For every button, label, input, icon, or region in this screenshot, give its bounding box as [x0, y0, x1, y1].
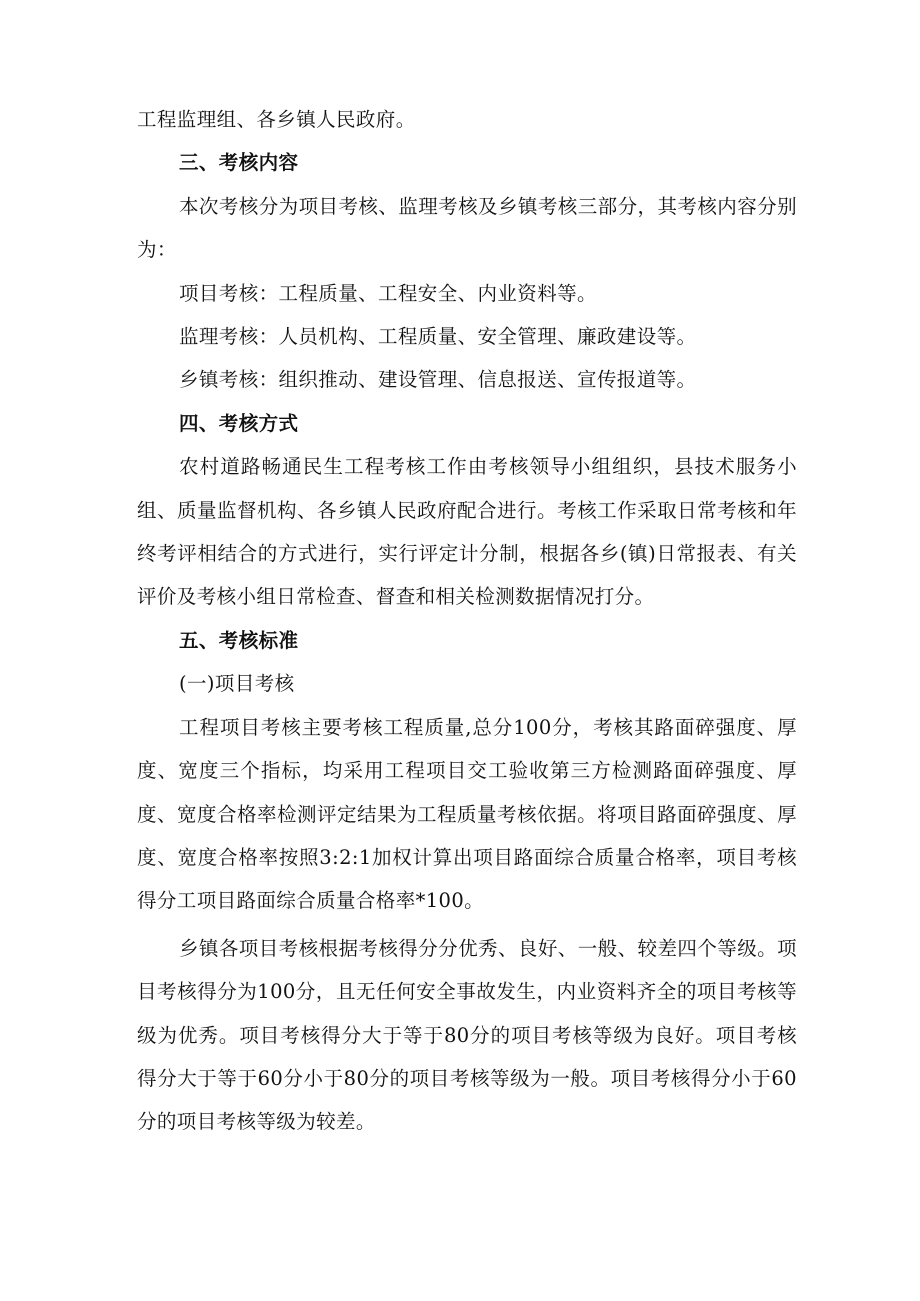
intro-fragment: 工程监理组、各乡镇人民政府。 [137, 108, 416, 131]
section-4-heading: 四、考核方式 [179, 411, 299, 435]
section-3-item-supervision: 监理考核：人员机构、工程质量、安全管理、廉政建设等。 [179, 325, 697, 349]
document-page [137, 98, 797, 1144]
section-5-paragraph-1: 工程项目考核主要考核工程质量,总分100分，考核其路面碎强度、厚度、宽度三个指标，均采用工程项目交工验收第三方检测路面碎强度、厚度、宽度合格率检测评定结果为工程质量考核依据。将项目路面碎强度、厚度、宽度合格率按照3:2:1加权计算出项目路面综合质量合格率，项目考核得分工项目路面综合质量合格率*100。 [137, 715, 797, 913]
section-5-subheading: (一)项目考核 [179, 672, 295, 696]
section-3-item-project: 项目考核：工程质量、工程安全、内业资料等。 [179, 281, 597, 305]
section-4-body: 农村道路畅通民生工程考核工作由考核领导小组组织，县技术服务小组、质量监督机构、各乡镇人民政府配合进行。考核工作采取日常考核和年终考评相结合的方式进行，实行评定计分制，根据各乡(镇)日常报表、有关评价及考核小组日常检查、督查和相关检测数据情况打分。 [137, 455, 797, 609]
section-3-item-township: 乡镇考核：组织推动、建设管理、信息报送、宣传报道等。 [179, 368, 697, 392]
section-5-heading: 五、考核标准 [179, 628, 299, 652]
section-3-heading: 三、考核内容 [179, 151, 299, 175]
section-3-summary: 本次考核分为项目考核、监理考核及乡镇考核三部分，其考核内容分别为： [137, 194, 797, 262]
section-5-paragraph-2: 乡镇各项目考核根据考核得分分优秀、良好、一般、较差四个等级。项目考核得分为100分，且无任何安全事故发生，内业资料齐全的项目考核等级为优秀。项目考核得分大于等于80分的项目考核等级为良好。项目考核得分大于等于60分小于80分的项目考核等级为一般。项目考核得分小于60分的项目考核等级为较差。 [137, 936, 797, 1134]
